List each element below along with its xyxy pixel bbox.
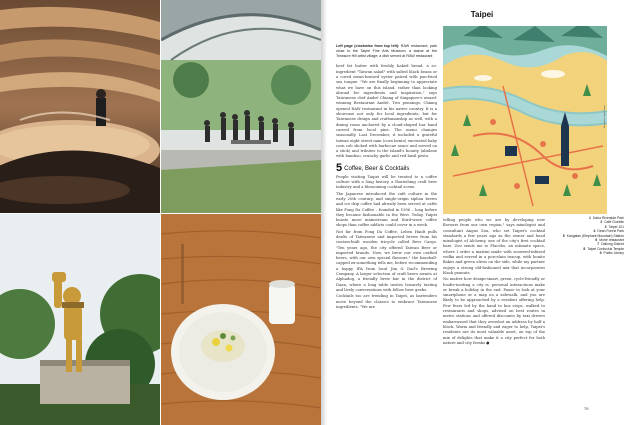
page-gutter [321, 0, 331, 425]
photo-treasure-hill-statue [0, 214, 160, 425]
legend-label: Public Library [603, 251, 624, 256]
legend-label: Taipei 101 [608, 224, 624, 229]
map-credit: Illustration: Ingrid Taipei [604, 105, 606, 128]
legend-number: 1 [589, 216, 591, 220]
legend-number: 4 [593, 229, 596, 234]
running-header: Taipei [470, 10, 494, 19]
legend-number: 3 [604, 224, 607, 229]
photo-raw-restaurant [0, 0, 160, 213]
legend-label: Café Gueidie [604, 220, 624, 225]
legend-label: Dean Forest Park [597, 229, 624, 234]
body-paragraph: The Japanese introduced the café culture in the early 20th century, and single-origin siphon brews and ice drip coffee had already been served at cafés like Fong Da Coffee – founded in 1956 – long before they became fashionable in the West. Today, Taipei boasts more mainstream and third-wave coffee shops than coffee addicts could cover in a week. [336, 191, 437, 228]
text-column-left [336, 44, 437, 311]
body-paragraph: Not far from Fong Da Coffee, Leben Haidt pulls drafts of Taiwanese and imported brews from his custom-built wooden tricycle called Beer Cargo. "Ten years ago, the city offered Taiwan Beer or imported brands. Now, we brew our own crafted beers, with our own special flavours," the baseball-capped ex-something tells me, before recommending a hoppy IPA from local Jim & Dad's Brewing Company. A larger selection of craft beers awaits at Alphadog, a friendly brew bar in the district of Daan, where a long table invites leisurely tasting and lively conversations with fellow beer geeks. [336, 229, 437, 292]
legend-number: 6 [595, 238, 598, 243]
photo-caption [336, 44, 437, 58]
body-paragraph: People visiting Taipei will be treated to a coffee culture with a long history, a flourishing craft beer industry and a blossoming cocktail scene. [336, 174, 437, 190]
legend-item [558, 251, 624, 255]
legend-label: Dailong District [601, 242, 624, 247]
legend-label: Kangalan (Elephant Mountain) Station [566, 233, 624, 238]
legend-label: Taipei Confucius Temple [587, 246, 624, 251]
legend-number: 2 [600, 220, 603, 225]
text-column-right [443, 218, 545, 347]
caption-text: RAW restaurant; park close to the Taipei Fine Arts Museum; a statue at the Treasure Hill artist village; a dish served at RAW restaurant [336, 44, 437, 58]
photo-raw-dish [161, 214, 321, 425]
section-title: Coffee, Beer & Cocktails [344, 165, 410, 172]
legend-number: 8 [583, 246, 586, 251]
body-paragraph: telling people who we are by developing new flavours from our own region," says mixologist and consultant Angus Zou, who set Taipei's cocktail standards a few years ago as the owner and head mixologist of Alchemy, one of the city's first cocktail bars. Zou sends me to Placebo, an intimate space, where I order a martini made with seaweed-infused vodka and served in a porcelain teacup, with bonito flakes and green olives on the side, while my partner enjoys a strong old-fashioned mix that incorporates black peanuts. [443, 218, 545, 275]
page-number: 79 [584, 406, 589, 411]
body-paragraph: No matter how design-smart, green, cycle-friendly or foodie-inviting a city is, personal interactions make or break a holiday in the end. Pause to look at your smartphone or a map on a sidewalk, and you are likely to be approached by a resident offering help. Few fears led by the hand to bus stops, walked to restaurants and shops, advised on best routes in metro stations and offered discounts by taxi drivers embarrassed that they overshot an address by half a block. Warm and friendly and eager to help, Taipei's residents are its most valuable asset, on top of the mix of delights that make it a city perfect for both nature and city freaks ● [443, 277, 545, 345]
legend-number: 9 [599, 251, 602, 256]
body-paragraph: beef fat butter with freshly baked bread, a so-ingredient "Taiwan salad" with salted black beans or a cured mean-braised oyster paired with pan-fried sea tongue. "We are finally beginning to appreciate what we have on this island, rather than looking abroad for ingredients and inspiration," says Taiwanese chef André Chiang of Singapore's award-winning Restaurant André. Two pennings, Chiang opened RAW restaurant in his native country. It is a showcase not only for local ingredients, but for Taiwanese design and craftsmanship as well, with a dining room anchored by a cloud-shaped bar hand carved from local pine. The menu changes seasonally. Last December, it included a grateful taiwan eight street nam (corn bento) encrusted baby corn cob slicked with barbecue sauce and served on a stick) and tributes to the island's bounty (abalone with bamboo, crunchy garlic and red basil pesto. [336, 64, 437, 159]
body-paragraph: Cocktails too are trending in Taipei, as bartenders move beyond the classics to embrace Taiwanese ingredients. "We are [336, 294, 437, 309]
section-number: 5 [336, 161, 343, 174]
legend-label: Daha Riverside Park [592, 216, 624, 220]
caption-lead: Left page (clockwise from top left): [336, 44, 400, 48]
legend-number: 7 [597, 242, 600, 247]
photo-fine-arts-park [161, 0, 321, 213]
legend-label: Mohe restaurant [599, 238, 624, 243]
map-legend [558, 216, 624, 256]
legend-number: 5 [562, 233, 565, 238]
section-heading [336, 163, 437, 173]
illustrated-city-map [443, 26, 607, 214]
